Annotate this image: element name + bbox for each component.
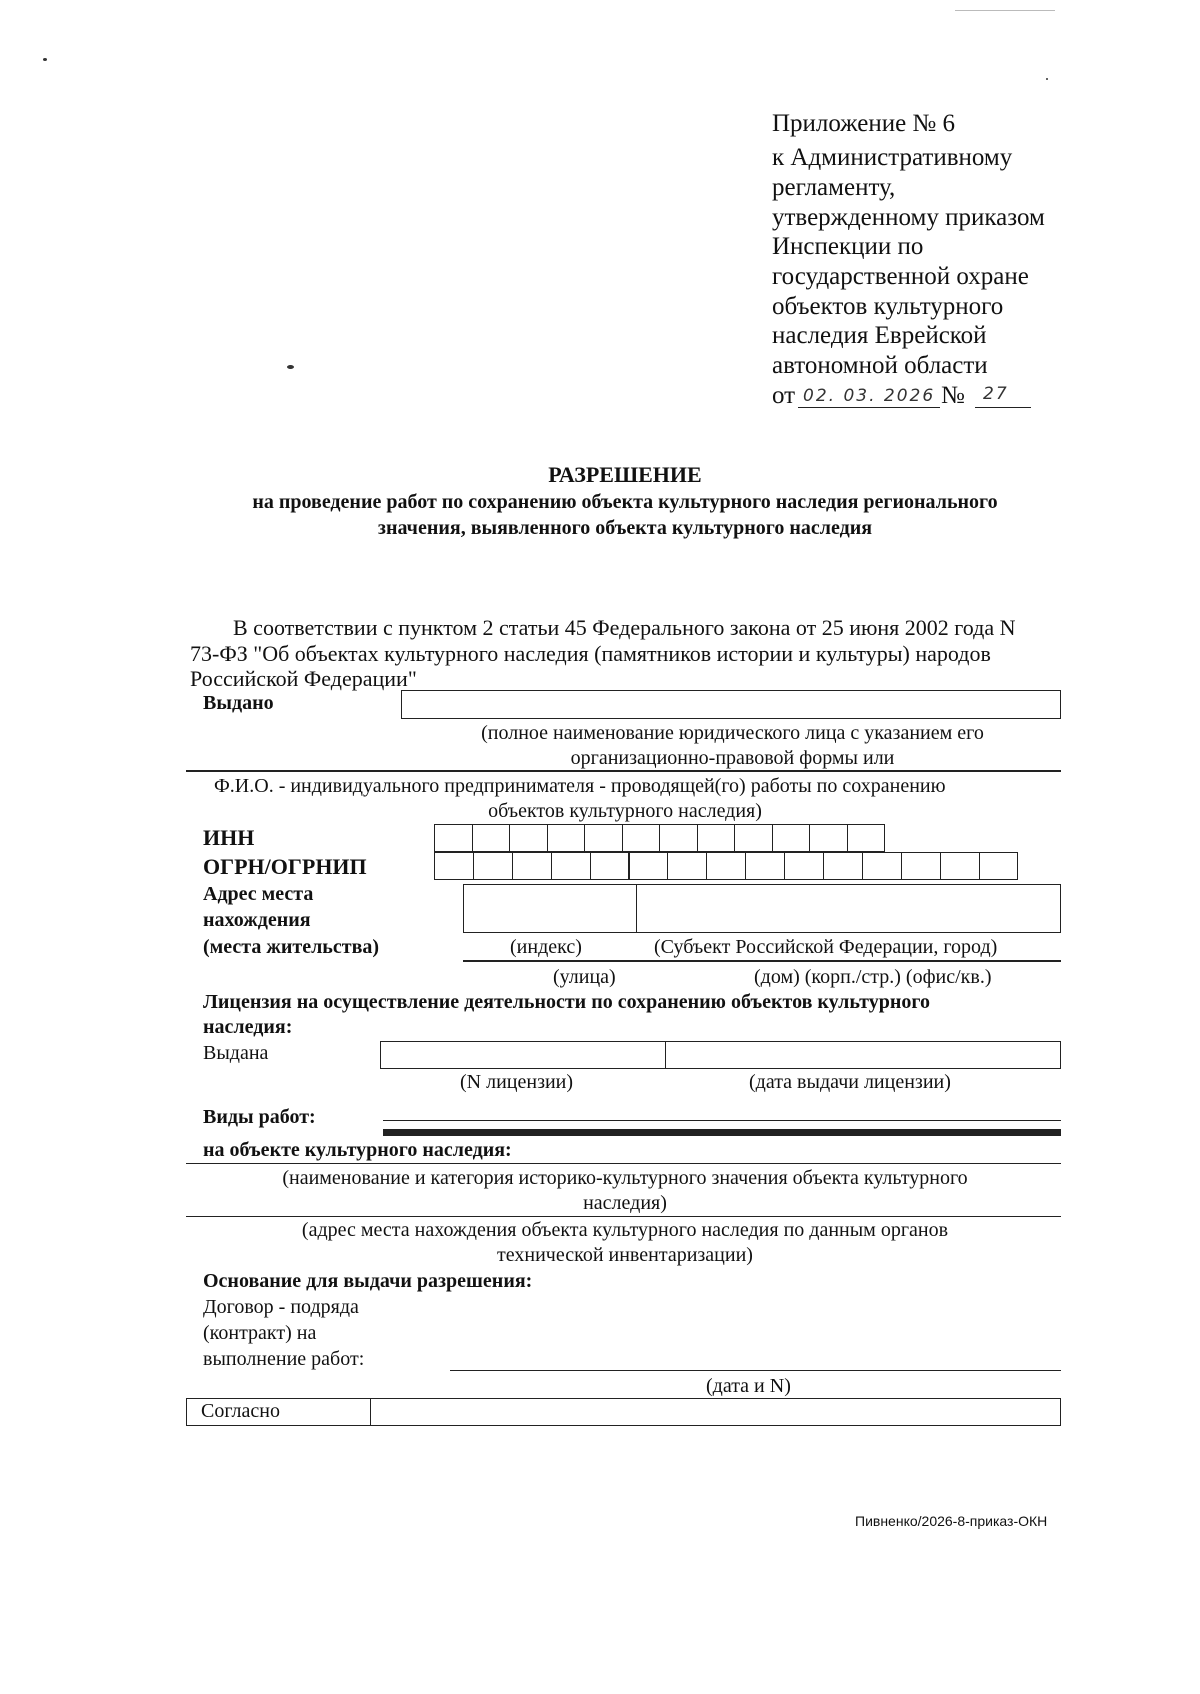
issued-to-field[interactable] bbox=[401, 690, 1061, 719]
inn-digit-cell[interactable] bbox=[734, 824, 773, 852]
region-city-field[interactable] bbox=[636, 884, 1061, 933]
object-hint: наследия) bbox=[583, 1192, 667, 1214]
issued-label: Выдано bbox=[203, 692, 274, 714]
contract-label: (контракт) на bbox=[203, 1322, 317, 1344]
ogrn-digit-cell[interactable] bbox=[512, 852, 552, 880]
license-heading: Лицензия на осуществление деятельности по сохранению объектов культурного bbox=[203, 991, 930, 1013]
inn-digit-cell[interactable] bbox=[547, 824, 586, 852]
appendix-date-underline bbox=[798, 407, 940, 408]
ogrn-label: ОГРН/ОГРНИП bbox=[203, 854, 367, 879]
ogrn-digit-cell[interactable] bbox=[940, 852, 980, 880]
scan-speck bbox=[1046, 78, 1048, 80]
appendix-line: автономной области bbox=[772, 352, 988, 379]
postal-index-field[interactable] bbox=[463, 884, 637, 933]
ogrn-digit-cell[interactable] bbox=[473, 852, 513, 880]
works-field-line[interactable] bbox=[383, 1129, 1061, 1136]
appendix-line: к Административному bbox=[772, 144, 1013, 171]
agreed-label: Согласно bbox=[201, 1400, 280, 1422]
object-address-hint: (адрес места нахождения объекта культурного наследия по данным органов bbox=[301, 1219, 949, 1241]
contract-date-number-line[interactable] bbox=[450, 1370, 1061, 1371]
inn-digit-cell[interactable] bbox=[622, 824, 661, 852]
ogrn-digit-cell[interactable] bbox=[706, 852, 746, 880]
appendix-line: государственной охране bbox=[772, 263, 1029, 290]
object-label: на объекте культурного наследия: bbox=[203, 1139, 512, 1161]
inn-digit-cell[interactable] bbox=[847, 824, 886, 852]
issued-hint: (полное наименование юридического лица с указанием его bbox=[481, 722, 984, 744]
object-address-hint: технической инвентаризации) bbox=[497, 1244, 753, 1266]
appendix-line: утвержденному приказом bbox=[772, 204, 1045, 231]
object-hint: (наименование и категория историко-культурного значения объекта культурного bbox=[282, 1167, 968, 1189]
appendix-date-handwritten: 02. 03. 2026 bbox=[803, 386, 936, 406]
appendix-number-underline bbox=[975, 407, 1031, 408]
license-date-field[interactable] bbox=[665, 1041, 1061, 1069]
ogrn-digit-cell[interactable] bbox=[823, 852, 863, 880]
appendix-number-label: № bbox=[941, 382, 965, 409]
license-heading: наследия: bbox=[203, 1016, 293, 1038]
works-field-top-rule bbox=[383, 1120, 1061, 1121]
agreed-field[interactable] bbox=[370, 1398, 1061, 1426]
region-hint: (Субъект Российской Федерации, город) bbox=[654, 936, 998, 958]
address-label: (места жительства) bbox=[203, 936, 380, 958]
object-address-line[interactable] bbox=[186, 1216, 1061, 1217]
inn-digit-cell[interactable] bbox=[509, 824, 548, 852]
issued-hint: объектов культурного наследия) bbox=[488, 800, 762, 822]
appendix-number-handwritten: 27 bbox=[983, 384, 1009, 404]
license-number-hint: (N лицензии) bbox=[460, 1071, 574, 1093]
inn-digit-cell[interactable] bbox=[472, 824, 511, 852]
document-reference: Пивненко/2026-8-приказ-ОКН bbox=[855, 1513, 1048, 1529]
ogrn-digit-cell[interactable] bbox=[862, 852, 902, 880]
inn-field[interactable] bbox=[434, 824, 884, 851]
intro-text: Российской Федерации" bbox=[190, 666, 417, 691]
ogrn-field[interactable] bbox=[434, 852, 1018, 879]
license-date-hint: (дата выдачи лицензии) bbox=[749, 1071, 951, 1093]
ogrn-digit-cell[interactable] bbox=[551, 852, 591, 880]
inn-digit-cell[interactable] bbox=[584, 824, 623, 852]
index-hint: (индекс) bbox=[510, 936, 582, 958]
issued-underline bbox=[186, 770, 1061, 772]
inn-digit-cell[interactable] bbox=[809, 824, 848, 852]
ogrn-digit-cell[interactable] bbox=[590, 852, 630, 880]
inn-digit-cell[interactable] bbox=[434, 824, 473, 852]
appendix-from-label: от bbox=[772, 382, 796, 409]
address-label: нахождения bbox=[203, 909, 311, 931]
object-name-line[interactable] bbox=[186, 1163, 1061, 1164]
scan-speck bbox=[43, 58, 47, 61]
ogrn-digit-cell[interactable] bbox=[667, 852, 707, 880]
appendix-line: наследия Еврейской bbox=[772, 322, 987, 349]
issued-hint: организационно-правовой формы или bbox=[570, 747, 895, 769]
intro-text: В соответствии с пунктом 2 статьи 45 Федерального закона от 25 июня 2002 года N bbox=[233, 615, 1016, 640]
appendix-title: Приложение № 6 bbox=[772, 110, 956, 137]
inn-digit-cell[interactable] bbox=[697, 824, 736, 852]
issued-hint: Ф.И.О. - индивидуального предпринимателя - проводящей(го) работы по сохранению bbox=[214, 775, 946, 797]
address-label: Адрес места bbox=[203, 883, 314, 905]
ogrn-digit-cell[interactable] bbox=[745, 852, 785, 880]
works-label: Виды работ: bbox=[203, 1106, 316, 1128]
inn-label: ИНН bbox=[203, 825, 255, 850]
document-subtitle: на проведение работ по сохранению объекта культурного наследия регионального bbox=[252, 491, 998, 513]
appendix-line: Инспекции по bbox=[772, 233, 924, 260]
ogrn-digit-cell[interactable] bbox=[434, 852, 474, 880]
ogrn-digit-cell[interactable] bbox=[629, 852, 669, 880]
basis-label: Основание для выдачи разрешения: bbox=[203, 1270, 533, 1292]
license-issued-label: Выдана bbox=[203, 1042, 269, 1064]
ogrn-digit-cell[interactable] bbox=[979, 852, 1019, 880]
contract-label: выполнение работ: bbox=[203, 1348, 365, 1370]
street-hint: (улица) bbox=[553, 966, 616, 988]
ogrn-digit-cell[interactable] bbox=[784, 852, 824, 880]
inn-digit-cell[interactable] bbox=[772, 824, 811, 852]
house-hint: (дом) (корп./стр.) (офис/кв.) bbox=[754, 966, 992, 988]
document-subtitle: значения, выявленного объекта культурного наследия bbox=[377, 517, 873, 539]
appendix-line: регламенту, bbox=[772, 174, 896, 201]
contract-date-hint: (дата и N) bbox=[706, 1375, 791, 1397]
scan-edge-line bbox=[955, 10, 1055, 11]
address-street-line[interactable] bbox=[463, 960, 1061, 962]
intro-text: 73-ФЗ "Об объектах культурного наследия (памятников истории и культуры) народов bbox=[190, 641, 991, 666]
scan-speck bbox=[287, 365, 294, 369]
appendix-line: объектов культурного bbox=[772, 293, 1004, 320]
license-number-field[interactable] bbox=[380, 1041, 666, 1069]
contract-label: Договор - подряда bbox=[203, 1296, 359, 1318]
document-title: РАЗРЕШЕНИЕ bbox=[548, 462, 702, 487]
ogrn-digit-cell[interactable] bbox=[901, 852, 941, 880]
inn-digit-cell[interactable] bbox=[659, 824, 698, 852]
